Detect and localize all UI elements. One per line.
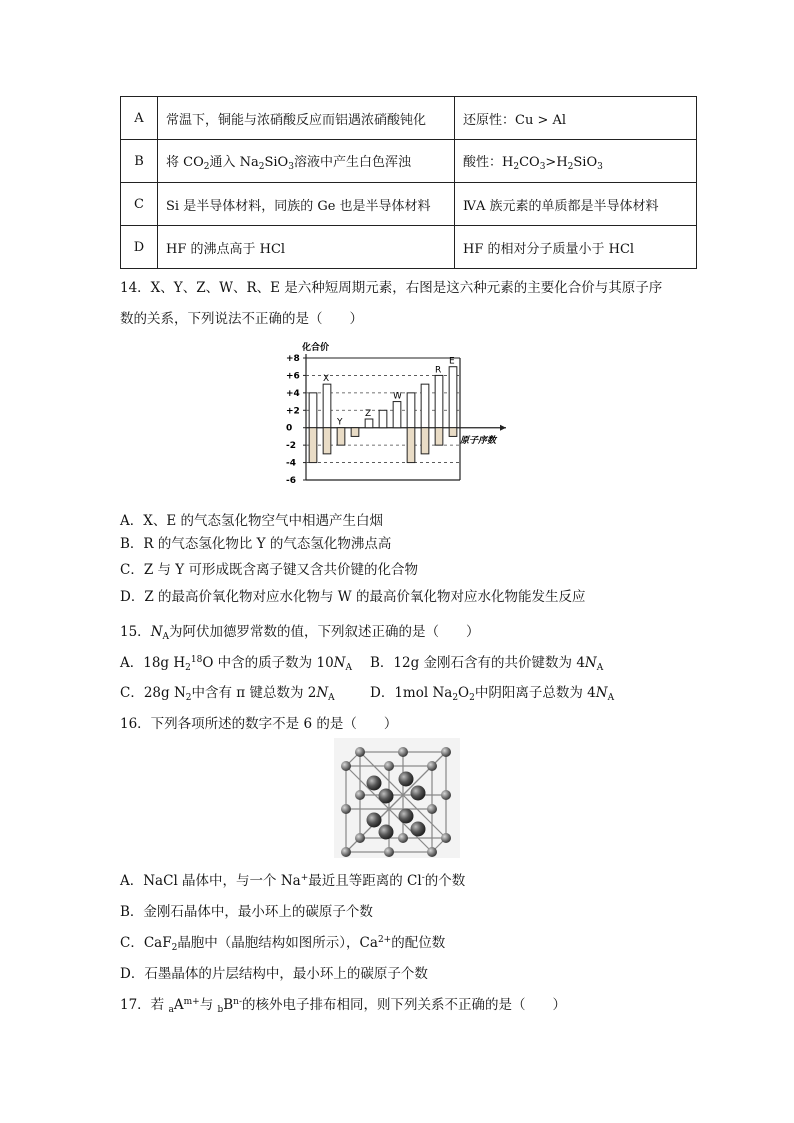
element-label: Y bbox=[337, 417, 343, 428]
q15-option-b: B．12g 金刚石含有的共价键数为 $4N_A$ bbox=[370, 655, 604, 673]
q16-option-a: A．NaCl 晶体中，与一个 Na+最近且等距离的 Cl-的个数 bbox=[120, 873, 466, 889]
q15-stem: 15．$N_A$为阿伏加德罗常数的值，下列叙述正确的是（ ） bbox=[120, 624, 480, 642]
positive-valence-bar bbox=[421, 384, 429, 428]
y-tick-label: +6 bbox=[286, 371, 300, 382]
negative-valence-bar bbox=[421, 428, 429, 454]
y-tick-label: -4 bbox=[286, 458, 296, 469]
positive-valence-bar bbox=[393, 402, 401, 428]
chart-grid bbox=[306, 354, 506, 480]
row-label: D bbox=[121, 226, 158, 269]
q14-stem-line1: 14．X、Y、Z、W、R、E 是六种短周期元素，右图是这六种元素的主要化合价与其原子序 bbox=[120, 280, 663, 296]
row-fact: 常温下，铜能与浓硝酸反应而铝遇浓硝酸钝化 bbox=[158, 97, 455, 140]
chart-bars bbox=[309, 367, 457, 463]
table-row bbox=[121, 140, 697, 183]
q17-stem: 17．若 $_aA^{m+}$与 $_bB^{n-}$的核外电子排布相同，则下列关系不正确的是（ ） bbox=[120, 997, 567, 1015]
element-label: R bbox=[435, 365, 442, 376]
q15-option-d: D．1mol $Na_2O_2$中阴阳离子总数为 $4N_A$ bbox=[370, 685, 615, 703]
y-tick-label: +8 bbox=[286, 354, 300, 364]
q14-option-b: B．R 的气态氢化物比 Y 的气态氢化物沸点高 bbox=[120, 536, 392, 552]
row-fact: 将 $CO_2$通入 $Na_2SiO_3$溶液中产生白色浑浊 bbox=[158, 140, 455, 183]
element-label: X bbox=[323, 374, 330, 385]
y-tick-label: -2 bbox=[286, 441, 296, 452]
positive-valence-bar bbox=[323, 384, 331, 428]
y-tick-label: 0 bbox=[286, 423, 293, 434]
negative-valence-bar bbox=[323, 428, 331, 454]
q16-stem: 16．下列各项所述的数字不是 6 的是（ ） bbox=[120, 716, 398, 732]
comparison-table bbox=[120, 96, 697, 269]
y-tick-label: +2 bbox=[286, 406, 300, 417]
positive-valence-bar bbox=[379, 410, 387, 427]
element-label: Z bbox=[365, 409, 372, 419]
q14-option-a: A．X、E 的气态氢化物空气中相遇产生白烟 bbox=[120, 513, 384, 529]
negative-valence-bar bbox=[449, 428, 457, 437]
q16-option-d: D．石墨晶体的片层结构中，最小环上的碳原子个数 bbox=[120, 966, 428, 982]
table-row bbox=[121, 97, 697, 140]
chart-xlabel: 原子序数 bbox=[460, 436, 497, 446]
q16-option-b: B．金刚石晶体中，最小环上的碳原子个数 bbox=[120, 904, 373, 920]
negative-valence-bar bbox=[337, 428, 345, 445]
row-conclusion: 酸性：$H_2CO_3>H_2SiO_3$ bbox=[455, 140, 697, 183]
positive-valence-bar bbox=[407, 393, 415, 428]
row-conclusion: ⅣA 族元素的单质都是半导体材料 bbox=[455, 183, 697, 226]
y-tick-label: +4 bbox=[286, 388, 300, 399]
q14-stem-line2: 数的关系，下列说法不正确的是（ ） bbox=[120, 311, 363, 327]
valence-chart bbox=[284, 340, 514, 490]
q15-option-a: A．18g $H_2^{18}O$ 中含的质子数为 $10N_A$ bbox=[120, 655, 352, 673]
row-fact: HF 的沸点高于 HCl bbox=[158, 226, 455, 269]
row-label: A bbox=[121, 97, 158, 140]
q16-option-c: C．CaF$_2$晶胞中（晶胞结构如图所示），$Ca^{2+}$的配位数 bbox=[120, 935, 446, 953]
q14-option-d: D．Z 的最高价氧化物对应水化物与 W 的最高价氧化物对应水化物能发生反应 bbox=[120, 589, 586, 605]
caf2-crystal-cell-diagram bbox=[334, 738, 460, 858]
chart-ylabel: 化合价 bbox=[302, 343, 330, 353]
negative-valence-bar bbox=[309, 428, 317, 463]
positive-valence-bar bbox=[435, 375, 443, 427]
positive-valence-bar bbox=[365, 419, 373, 428]
table-row bbox=[121, 183, 697, 226]
row-label: B bbox=[121, 140, 158, 183]
q15-option-c: C．28g $N_2$中含有 π 键总数为 $2N_A$ bbox=[120, 685, 335, 703]
y-tick-label: -6 bbox=[286, 476, 296, 486]
row-conclusion: 还原性：Cu > Al bbox=[455, 97, 697, 140]
row-fact: Si 是半导体材料，同族的 Ge 也是半导体材料 bbox=[158, 183, 455, 226]
table-row bbox=[121, 226, 697, 269]
positive-valence-bar bbox=[309, 393, 317, 428]
element-label: E bbox=[449, 356, 455, 367]
q14-option-c: C．Z 与 Y 可形成既含离子键又含共价键的化合物 bbox=[120, 562, 418, 578]
negative-valence-bar bbox=[435, 428, 443, 445]
positive-valence-bar bbox=[449, 367, 457, 428]
row-label: C bbox=[121, 183, 158, 226]
x-axis-arrow-icon bbox=[500, 425, 506, 431]
negative-valence-bar bbox=[351, 428, 359, 437]
element-label: W bbox=[393, 391, 402, 402]
negative-valence-bar bbox=[407, 428, 415, 463]
row-conclusion: HF 的相对分子质量小于 HCl bbox=[455, 226, 697, 269]
